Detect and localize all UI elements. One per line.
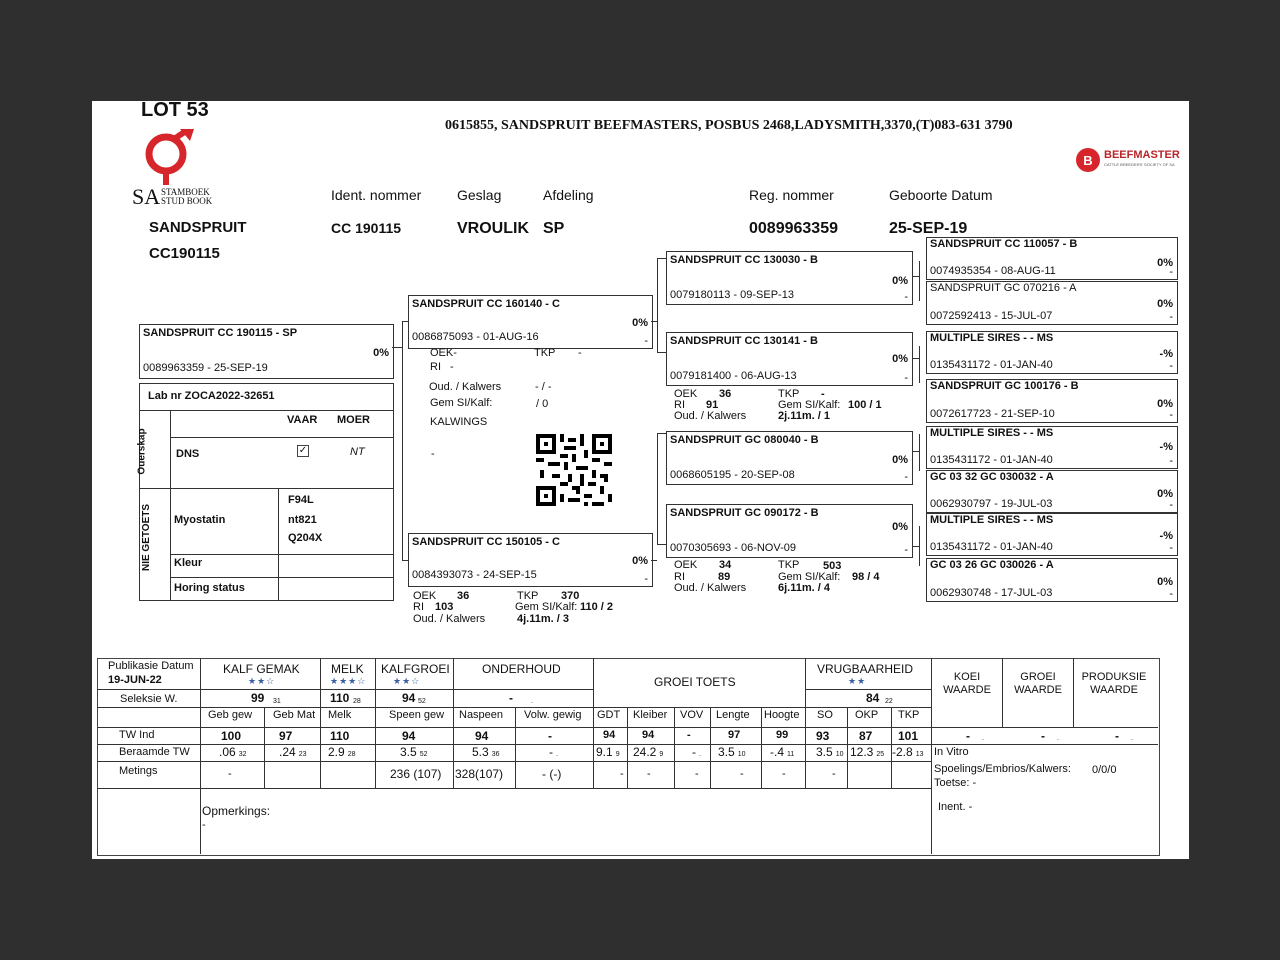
gp-dash: - [904, 544, 908, 556]
sel-kalfgroei: 94 [402, 691, 416, 705]
beraamde-value [328, 745, 355, 759]
grandparent-box [666, 431, 913, 485]
inent-label: Inent. - [938, 801, 973, 813]
beraamde-number: - [692, 745, 696, 759]
beraamde-value [770, 745, 794, 759]
gp4-oek: OEK [674, 559, 698, 571]
beraamde-value [892, 745, 923, 759]
ggp-name: SANDSPRUIT GC 100176 - B [930, 380, 1079, 392]
ggp-name: MULTIPLE SIRES - - MS [930, 427, 1054, 439]
gp4-tkp-val: 503 [823, 560, 842, 572]
metings-value: - [832, 768, 836, 780]
gp-pct: 0% [892, 353, 908, 365]
dns-vaar-checkbox: ✓ [298, 445, 308, 456]
gp2-oud: Oud. / Kalwers [674, 410, 747, 422]
gp-reg: 0068605195 - 20-SEP-08 [670, 469, 795, 481]
ggp-dash: - [1169, 499, 1173, 511]
ggp-pct: -% [1159, 441, 1173, 453]
dam-oek: OEK [413, 590, 437, 602]
beraamde-value [549, 745, 558, 759]
ggp-dash: - [1169, 409, 1173, 421]
tw-value: 94 [603, 729, 616, 741]
great-grandparent-box [926, 558, 1178, 602]
subject-pct: 0% [373, 347, 389, 359]
sel-vrugbaarheid-sub: 22 [885, 698, 893, 705]
beraamde-accuracy: 10 [737, 751, 746, 758]
dam-gem-val: 110 / 2 [580, 601, 614, 613]
dam-tkp: TKP [517, 590, 539, 602]
ggp-reg: 0135431172 - 01-JAN-40 [930, 454, 1053, 466]
produksie-waarde-value: - [1115, 729, 1119, 743]
beraamde-number: .06 [219, 745, 236, 759]
ggp-name: SANDSPRUIT GC 070216 - A [930, 282, 1077, 294]
ggp-pct: 0% [1157, 488, 1173, 500]
lab-kleur: Kleur [174, 557, 203, 569]
beraamde-value [219, 745, 246, 759]
beraamde-accuracy: . [556, 751, 558, 758]
beraamde-accuracy: 13 [915, 751, 924, 758]
ggp-reg: 0062930748 - 17-JUL-03 [930, 587, 1053, 599]
col-header: Kleiber [633, 709, 668, 721]
col-header: SO [817, 709, 833, 721]
sel-onderhoud-sub: . [531, 698, 533, 705]
great-grandparent-box [926, 281, 1178, 325]
spoelings-value: 0/0/0 [1092, 764, 1117, 776]
tw-value: 97 [279, 729, 293, 743]
beraamde-number: 5.3 [472, 745, 489, 759]
sire-tkp: TKP [534, 347, 556, 359]
ggp-pct: 0% [1157, 298, 1173, 310]
sire-ri-val: - [450, 361, 454, 373]
spoelings-label: Spoelings/Embrios/Kalwers: [934, 763, 1071, 775]
subject-name: SANDSPRUIT CC 190115 - SP [143, 327, 298, 339]
grandparent-box [666, 332, 913, 386]
sel-melk-sub: 28 [353, 698, 361, 705]
ggp-name: GC 03 32 GC 030032 - A [930, 471, 1054, 483]
lab-side-ouerskap: Ouerskap [136, 428, 148, 475]
ggp-reg: 0074935354 - 08-AUG-11 [930, 265, 1056, 277]
sa-studbook-logo [132, 129, 222, 209]
metings-value: - [695, 768, 699, 780]
gp-pct: 0% [892, 521, 908, 533]
great-grandparent-box [926, 379, 1178, 423]
ggp-pct: -% [1159, 348, 1173, 360]
ggp-pct: 0% [1157, 398, 1173, 410]
beraamde-accuracy: 9 [659, 751, 664, 758]
group-groei-waarde: GROEI WAARDE [1014, 671, 1062, 696]
tw-value: 101 [898, 729, 919, 743]
group-koei-waarde: KOEI WAARDE [943, 671, 991, 696]
in-vitro-label: In Vitro [934, 746, 969, 758]
sire-gem: Gem SI/Kalf: [430, 397, 493, 409]
beraamde-number: 24.2 [633, 745, 657, 759]
dam-tkp-val: 370 [561, 590, 580, 602]
label-geslag: Geslag [457, 187, 502, 203]
gp-dash: - [904, 291, 908, 303]
tw-value: 94 [402, 729, 416, 743]
beraamde-number: -.4 [770, 745, 785, 759]
tw-value: 94 [642, 729, 655, 741]
group-melk: MELK [331, 662, 364, 676]
opmerkings-label: Opmerkings: [202, 804, 271, 818]
gp4-ri: RI [674, 571, 685, 583]
dam-reg: 0084393073 - 24-SEP-15 [412, 569, 537, 581]
gp-reg: 0079181400 - 06-AUG-13 [670, 370, 797, 382]
beraamde-value [472, 745, 499, 759]
beraamde-accuracy: 9 [615, 751, 620, 758]
pedigree-sheet [92, 101, 1189, 859]
sire-kalwings-val: - [431, 448, 435, 460]
gp2-ri-val: 91 [706, 399, 719, 411]
studbook-emblem-icon [140, 129, 200, 187]
lab-col-moer: MOER [337, 414, 370, 426]
performance-table [97, 658, 1160, 856]
produksie-waarde-sub: . [1131, 735, 1133, 742]
beraamde-accuracy: 32 [238, 751, 247, 758]
gp-reg: 0079180113 - 09-SEP-13 [670, 289, 794, 301]
animal-dept: SP [543, 220, 565, 237]
beraamde-value [633, 745, 663, 759]
svg-text:B: B [1083, 153, 1093, 168]
stamboek-text: STAMBOEK [161, 187, 210, 197]
metings-value: - [740, 768, 744, 780]
col-header: Hoogte [764, 709, 800, 721]
row-label-metings: Metings [119, 765, 158, 777]
pub-date-label: Publikasie Datum [108, 660, 194, 672]
dam-name: SANDSPRUIT CC 150105 - C [412, 536, 560, 548]
gp-name: SANDSPRUIT CC 130141 - B [670, 335, 818, 347]
ggp-dash: - [1169, 455, 1173, 467]
great-grandparent-box [926, 470, 1178, 513]
qr-code-icon [536, 434, 612, 506]
ggp-dash: - [1169, 542, 1173, 554]
metings-value: - [782, 768, 786, 780]
sel-onderhoud: - [509, 691, 513, 705]
ggp-dash: - [1169, 311, 1173, 323]
gp2-tkp-val: - [821, 388, 825, 400]
lab-dns: DNS [176, 448, 200, 460]
opmerkings-value: - [202, 819, 206, 831]
group-vrugbaarheid: VRUGBAARHEID [817, 662, 914, 676]
ggp-dash: - [1169, 266, 1173, 278]
sel-vrugbaarheid: 84 [866, 691, 880, 705]
stars-vrugbaarheid: ★★ [848, 676, 867, 686]
col-header: Geb Mat [273, 709, 316, 721]
gp4-oek-val: 34 [719, 559, 732, 571]
breeder-line: 0615855, SANDSPRUIT BEEFMASTERS, POSBUS 2468,LADYSMITH,3370,(T)083-631 3790 [445, 118, 1013, 133]
gp-dash: - [904, 471, 908, 483]
sire-kalwings: KALWINGS [430, 416, 488, 428]
gp-pct: 0% [892, 454, 908, 466]
dam-ri: RI [413, 601, 424, 613]
lab-title: Lab nr ZOCA2022-32651 [148, 390, 275, 402]
sire-reg: 0086875093 - 01-AUG-16 [412, 331, 539, 343]
tw-value: - [687, 729, 691, 741]
dam-oud: Oud. / Kalwers [413, 613, 486, 625]
gp2-tkp: TKP [778, 388, 800, 400]
row-label-tw-ind: TW Ind [119, 729, 155, 741]
animal-code: CC190115 [149, 245, 220, 262]
gp2-ri: RI [674, 399, 685, 411]
gp4-oud-val: 6j.11m. / 4 [778, 582, 830, 594]
stars-melk: ★★★☆ [330, 676, 367, 686]
beraamde-accuracy: . [699, 751, 701, 758]
col-header: VOV [680, 709, 704, 721]
tw-value: 93 [816, 729, 830, 743]
beraamde-value [816, 745, 843, 759]
col-header: OKP [855, 709, 879, 721]
gp4-gem-val: 98 / 4 [852, 571, 880, 583]
metings-value: - [228, 768, 232, 780]
gp2-gem: Gem SI/Kalf: [778, 399, 841, 411]
ggp-name: GC 03 26 GC 030026 - A [930, 559, 1054, 571]
ggp-reg: 0135431172 - 01-JAN-40 [930, 541, 1053, 553]
beraamde-number: 2.9 [328, 745, 345, 759]
sire-gem-val: / 0 [536, 398, 549, 410]
beraamde-accuracy: 10 [835, 751, 844, 758]
sire-ri: RI [430, 361, 441, 373]
tw-value: 94 [475, 729, 489, 743]
dam-oud-val: 4j.11m. / 3 [517, 613, 569, 625]
koei-waarde-value: - [966, 729, 970, 743]
beefmaster-name: BEEFMASTER [1104, 149, 1180, 161]
beraamde-accuracy: 25 [876, 751, 885, 758]
beraamde-accuracy: 28 [347, 751, 356, 758]
col-header: TKP [898, 709, 920, 721]
col-header: Volw. gewig [524, 709, 582, 721]
lab-side-nie-getoets: NIE GETOETS [141, 503, 153, 572]
lab-horing: Horing status [174, 582, 245, 594]
animal-sex: VROULIK [457, 220, 529, 237]
col-header: Naspeen [459, 709, 504, 721]
beefmaster-logo [1075, 147, 1185, 173]
gp-name: SANDSPRUIT GC 090172 - B [670, 507, 819, 519]
ggp-name: MULTIPLE SIRES - - MS [930, 514, 1054, 526]
col-header: Geb gew [208, 709, 253, 721]
group-kalf-gemak: KALF GEMAK [223, 662, 300, 676]
lab-col-vaar: VAAR [287, 414, 318, 426]
beraamde-number: 9.1 [596, 745, 613, 759]
gp4-gem: Gem SI/Kalf: [778, 571, 841, 583]
myo-value-3: Q204X [288, 532, 323, 544]
sire-pct: 0% [632, 317, 648, 329]
label-reg: Reg. nommer [749, 187, 834, 203]
beraamde-value [850, 745, 884, 759]
beraamde-value [596, 745, 620, 759]
grandparent-box [666, 504, 913, 558]
group-kalfgroei: KALFGROEI [381, 662, 450, 676]
ggp-reg: 0072617723 - 21-SEP-10 [930, 408, 1055, 420]
beraamde-number: 3.5 [816, 745, 833, 759]
tw-value: 100 [221, 729, 242, 743]
sire-oud: Oud. / Kalwers [429, 381, 502, 393]
ggp-pct: 0% [1157, 576, 1173, 588]
stars-kalfgroei: ★★☆ [393, 676, 421, 686]
gp2-oek: OEK [674, 388, 698, 400]
sire-tkp-val: - [578, 347, 582, 359]
sire-oek: OEK- [430, 347, 457, 359]
group-onderhoud: ONDERHOUD [482, 662, 561, 676]
gp-dash: - [904, 372, 908, 384]
beraamde-value [718, 745, 745, 759]
great-grandparent-box [926, 513, 1178, 556]
metings-value: - [647, 768, 651, 780]
gp4-oud: Oud. / Kalwers [674, 582, 747, 594]
ggp-name: SANDSPRUIT CC 110057 - B [930, 238, 1078, 250]
col-header: GDT [597, 709, 621, 721]
beraamde-accuracy: 23 [298, 751, 307, 758]
animal-born: 25-SEP-19 [889, 220, 968, 237]
col-header: Lengte [716, 709, 750, 721]
metings-value: - [620, 768, 624, 780]
great-grandparent-box [926, 237, 1178, 280]
tw-value: 87 [859, 729, 873, 743]
tw-value: - [548, 729, 552, 743]
beefmaster-sub: CATTLE BREEDERS' SOCIETY OF SA [1104, 162, 1175, 167]
lab-box [136, 383, 394, 601]
ggp-dash: - [1169, 360, 1173, 372]
ggp-reg: 0072592413 - 15-JUL-07 [930, 310, 1053, 322]
dam-pct: 0% [632, 555, 648, 567]
sel-kalfgroei-sub: 52 [418, 698, 426, 705]
gp-reg: 0070305693 - 06-NOV-09 [670, 542, 796, 554]
myo-value-2: nt821 [288, 514, 317, 526]
stars-kalf-gemak: ★★☆ [248, 676, 276, 686]
group-groei-toets: GROEI TOETS [654, 675, 736, 689]
subject-reg: 0089963359 - 25-SEP-19 [143, 362, 268, 374]
dam-ri-val: 103 [435, 601, 454, 613]
label-ident: Ident. nommer [331, 187, 422, 203]
beraamde-accuracy: 11 [787, 751, 795, 758]
subject-box [139, 324, 394, 379]
gp-pct: 0% [892, 275, 908, 287]
myo-value-1: F94L [288, 494, 314, 506]
gp-name: SANDSPRUIT GC 080040 - B [670, 434, 819, 446]
beraamde-number: 3.5 [718, 745, 735, 759]
sel-kalf-gemak: 99 [251, 691, 265, 705]
pub-date: 19-JUN-22 [108, 674, 162, 686]
dam-dash: - [644, 573, 648, 585]
sire-box [408, 295, 653, 349]
lab-myostatin: Myostatin [174, 514, 226, 526]
beraamde-accuracy: 36 [491, 751, 500, 758]
gp2-oek-val: 36 [719, 388, 732, 400]
beraamde-number: -2.8 [892, 745, 913, 759]
sa-text: SA [132, 184, 161, 209]
sire-oud-val: - / - [535, 381, 552, 393]
label-geboorte: Geboorte Datum [889, 187, 993, 203]
animal-ident: CC 190115 [331, 220, 402, 236]
lab-dns-moer: NT [350, 446, 365, 458]
ggp-pct: -% [1159, 530, 1173, 542]
dam-oek-val: 36 [457, 590, 470, 602]
beraamde-value [692, 745, 701, 759]
tw-value: 110 [330, 729, 350, 743]
tw-value: 97 [728, 729, 741, 741]
sel-melk: 110 [330, 691, 350, 705]
metings-value: 236 (107) [390, 767, 442, 781]
gp2-oud-val: 2j.11m. / 1 [778, 410, 830, 422]
animal-herd: SANDSPRUIT [149, 219, 247, 236]
gp-name: SANDSPRUIT CC 130030 - B [670, 254, 818, 266]
label-afdeling: Afdeling [543, 187, 594, 203]
metings-value: - (-) [542, 767, 562, 781]
beefmaster-emblem-icon [1075, 147, 1101, 173]
ggp-reg: 0062930797 - 19-JUL-03 [930, 498, 1053, 510]
toetse-label: Toetse: - [934, 777, 977, 789]
row-label-beraamde: Beraamde TW [119, 746, 190, 758]
beraamde-number: .24 [279, 745, 296, 759]
beraamde-number: - [549, 745, 553, 759]
gp4-tkp: TKP [778, 559, 800, 571]
ggp-pct: 0% [1157, 257, 1173, 269]
group-produksie-waarde: PRODUKSIE WAARDE [1081, 671, 1147, 696]
metings-value: 328(107) [455, 767, 504, 781]
groei-waarde-value: - [1041, 729, 1045, 743]
groei-waarde-sub: . [1057, 735, 1059, 742]
lot-number: LOT 53 [141, 99, 209, 121]
beraamde-value [279, 745, 306, 759]
beraamde-number: 3.5 [400, 745, 417, 759]
gp4-ri-val: 89 [718, 571, 731, 583]
animal-reg: 0089963359 [749, 220, 838, 237]
beraamde-value [400, 745, 427, 759]
koei-waarde-sub: . [982, 735, 984, 742]
sel-kalf-gemak-sub: 31 [273, 698, 281, 705]
gp2-gem-val: 100 / 1 [848, 399, 882, 411]
studbook-text: STUD BOOK [161, 196, 213, 206]
beraamde-number: 12.3 [850, 745, 874, 759]
ggp-reg: 0135431172 - 01-JAN-40 [930, 359, 1053, 371]
beraamde-accuracy: 52 [419, 751, 428, 758]
grandparent-box [666, 251, 913, 305]
dam-gem: Gem SI/Kalf: [515, 601, 578, 613]
great-grandparent-box [926, 426, 1178, 469]
col-header: Melk [328, 709, 352, 721]
sire-name: SANDSPRUIT CC 160140 - C [412, 298, 560, 310]
col-header: Speen gew [389, 709, 445, 721]
great-grandparent-box [926, 331, 1178, 374]
sire-dash: - [644, 335, 648, 347]
seleksie-label: Seleksie W. [120, 693, 178, 705]
ggp-dash: - [1169, 588, 1173, 600]
tw-value: 99 [776, 729, 789, 741]
ggp-name: MULTIPLE SIRES - - MS [930, 332, 1054, 344]
dam-box [408, 533, 653, 587]
